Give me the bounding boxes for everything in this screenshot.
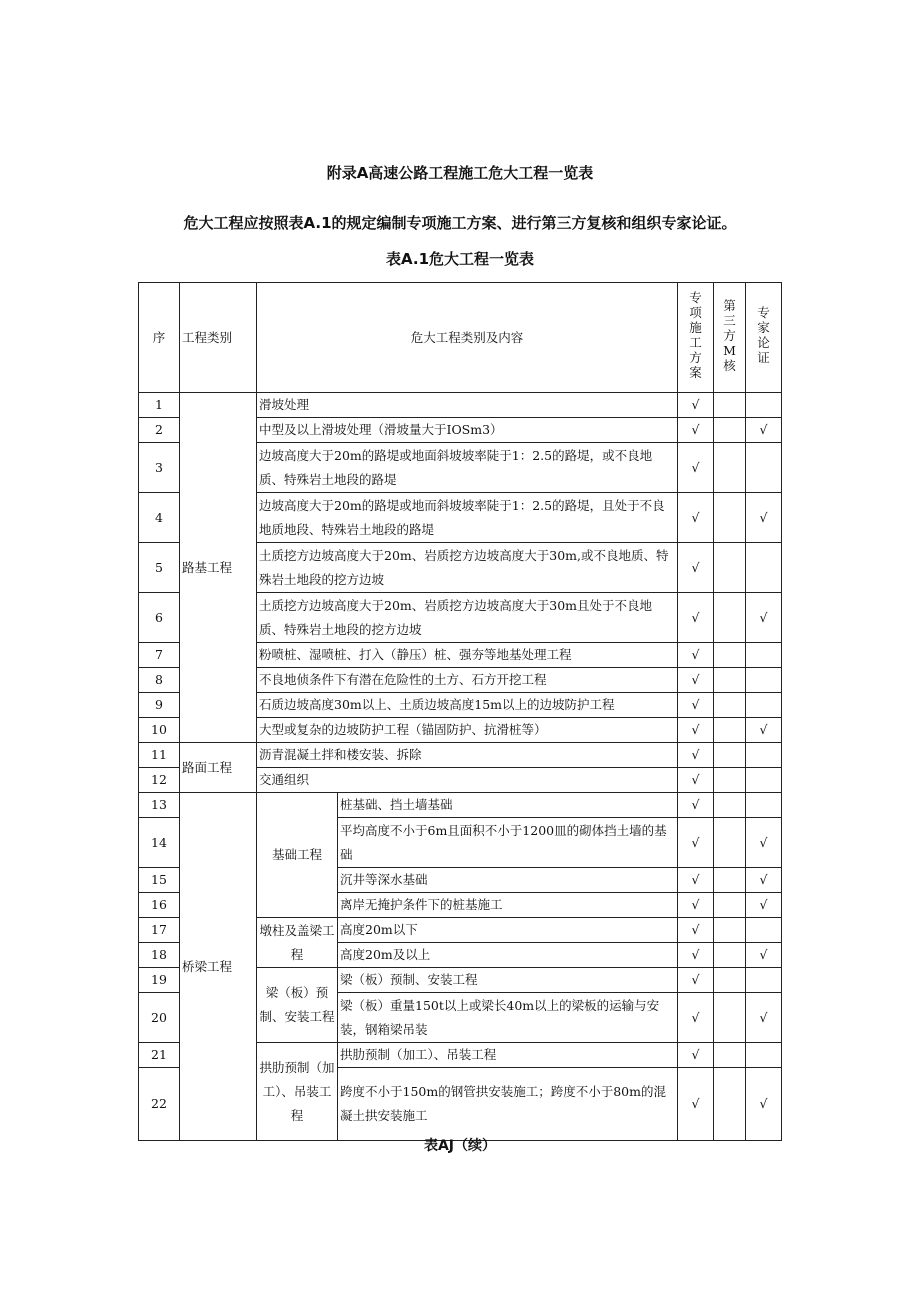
check-expert: √ bbox=[746, 943, 782, 968]
check-plan: √ bbox=[678, 1043, 714, 1068]
row-content: 边坡高度大于20m的路堤或地而斜坡坡率陡于1：2.5的路堤，且处于不良地质地段、特殊岩土地段的路堤 bbox=[257, 493, 678, 543]
row-number: 6 bbox=[139, 593, 180, 643]
check-expert: √ bbox=[746, 1068, 782, 1141]
check-plan: √ bbox=[678, 968, 714, 993]
check-expert bbox=[746, 918, 782, 943]
check-plan: √ bbox=[678, 668, 714, 693]
check-plan: √ bbox=[678, 993, 714, 1043]
check-plan: √ bbox=[678, 543, 714, 593]
check-review bbox=[714, 1043, 746, 1068]
check-expert: √ bbox=[746, 818, 782, 868]
check-expert: √ bbox=[746, 893, 782, 918]
header-expert: 专家论证 bbox=[746, 283, 782, 393]
check-plan: √ bbox=[678, 693, 714, 718]
check-review bbox=[714, 818, 746, 868]
row-number: 13 bbox=[139, 793, 180, 818]
check-review bbox=[714, 743, 746, 768]
row-number: 22 bbox=[139, 1068, 180, 1141]
row-content: 边坡高度大于20m的路堤或地面斜坡坡率陡于1：2.5的路堤，或不良地质、特殊岩土地段的路堤 bbox=[257, 443, 678, 493]
row-content: 高度20m及以上 bbox=[338, 943, 678, 968]
header-plan: 专项施工方案 bbox=[678, 283, 714, 393]
header-review: 第三方M核 bbox=[714, 283, 746, 393]
row-content: 高度20m以下 bbox=[338, 918, 678, 943]
check-expert bbox=[746, 768, 782, 793]
check-review bbox=[714, 543, 746, 593]
appendix-title: 附录A高速公路工程施工危大工程一览表 bbox=[326, 164, 594, 182]
row-number: 1 bbox=[139, 393, 180, 418]
check-expert bbox=[746, 543, 782, 593]
check-review bbox=[714, 643, 746, 668]
check-expert bbox=[746, 1043, 782, 1068]
check-expert bbox=[746, 693, 782, 718]
hazard-table bbox=[138, 282, 782, 1141]
check-review bbox=[714, 918, 746, 943]
check-plan: √ bbox=[678, 493, 714, 543]
row-content: 平均高度不小于6m且面积不小于1200皿的砌体挡土墙的基础 bbox=[338, 818, 678, 868]
check-review bbox=[714, 968, 746, 993]
table-row bbox=[139, 393, 782, 418]
category-roadbed: 路基工程 bbox=[180, 393, 257, 743]
subcategory-arch: 拱肋预制（加工）、吊装工程 bbox=[257, 1043, 338, 1141]
check-plan: √ bbox=[678, 893, 714, 918]
instruction-text: 危大工程应按照表A.1的规定编制专项施工方案、进行第三方复核和组织专家论证。 bbox=[183, 214, 737, 232]
check-review bbox=[714, 893, 746, 918]
row-content: 梁（板）预制、安装工程 bbox=[338, 968, 678, 993]
row-content: 梁（板）重量150t以上或梁长40m以上的梁板的运输与安装，钢箱梁吊装 bbox=[338, 993, 678, 1043]
check-expert bbox=[746, 793, 782, 818]
check-review bbox=[714, 668, 746, 693]
row-content: 跨度不小于150m的钢管拱安装施工；跨度不小于80m的混凝土拱安装施工 bbox=[338, 1068, 678, 1141]
row-number: 2 bbox=[139, 418, 180, 443]
check-plan: √ bbox=[678, 868, 714, 893]
check-review bbox=[714, 418, 746, 443]
row-number: 14 bbox=[139, 818, 180, 868]
check-review bbox=[714, 493, 746, 543]
check-expert bbox=[746, 643, 782, 668]
check-review bbox=[714, 693, 746, 718]
table-caption: 表A.1危大工程一览表 bbox=[385, 250, 535, 268]
row-number: 3 bbox=[139, 443, 180, 493]
row-number: 20 bbox=[139, 993, 180, 1043]
check-plan: √ bbox=[678, 643, 714, 668]
check-expert bbox=[746, 968, 782, 993]
check-plan: √ bbox=[678, 818, 714, 868]
check-review bbox=[714, 868, 746, 893]
row-number: 5 bbox=[139, 543, 180, 593]
header-row bbox=[139, 283, 782, 393]
row-content: 拱肋预制（加工）、吊装工程 bbox=[338, 1043, 678, 1068]
row-number: 21 bbox=[139, 1043, 180, 1068]
row-content: 粉喷桩、湿喷桩、打入（静压）桩、强夯等地基处理工程 bbox=[257, 643, 678, 668]
row-number: 12 bbox=[139, 768, 180, 793]
check-expert bbox=[746, 393, 782, 418]
row-content: 沉井等深水基础 bbox=[338, 868, 678, 893]
row-content: 交通组织 bbox=[257, 768, 678, 793]
check-plan: √ bbox=[678, 943, 714, 968]
check-expert bbox=[746, 443, 782, 493]
row-content: 土质挖方边坡高度大于20m、岩质挖方边坡高度大于30m且处于不良地质、特殊岩土地段的挖方边坡 bbox=[257, 593, 678, 643]
row-number: 11 bbox=[139, 743, 180, 768]
row-content: 离岸无掩护条件下的桩基施工 bbox=[338, 893, 678, 918]
header-content: 危大工程类别及内容 bbox=[257, 283, 678, 393]
row-number: 7 bbox=[139, 643, 180, 668]
row-content: 石质边坡高度30m以上、土质边坡高度15m以上的边坡防护工程 bbox=[257, 693, 678, 718]
check-review bbox=[714, 1068, 746, 1141]
category-bridge: 桥梁工程 bbox=[180, 793, 257, 1141]
check-expert: √ bbox=[746, 593, 782, 643]
check-review bbox=[714, 943, 746, 968]
subcategory-foundation: 基础工程 bbox=[257, 793, 338, 918]
check-expert bbox=[746, 668, 782, 693]
row-number: 19 bbox=[139, 968, 180, 993]
header-seq: 序 bbox=[139, 283, 180, 393]
row-number: 15 bbox=[139, 868, 180, 893]
subcategory-beam: 梁（板）预制、安装工程 bbox=[257, 968, 338, 1043]
check-review bbox=[714, 993, 746, 1043]
check-expert: √ bbox=[746, 418, 782, 443]
check-plan: √ bbox=[678, 718, 714, 743]
check-expert: √ bbox=[746, 493, 782, 543]
check-expert: √ bbox=[746, 718, 782, 743]
check-plan: √ bbox=[678, 1068, 714, 1141]
table-row bbox=[139, 743, 782, 768]
check-expert bbox=[746, 743, 782, 768]
row-number: 4 bbox=[139, 493, 180, 543]
check-expert: √ bbox=[746, 993, 782, 1043]
check-plan: √ bbox=[678, 793, 714, 818]
check-review bbox=[714, 593, 746, 643]
row-content: 不良地侦条件下有潜在危险性的土方、石方开挖工程 bbox=[257, 668, 678, 693]
header-category: 工程类别 bbox=[180, 283, 257, 393]
row-content: 中型及以上滑坡处理（滑坡量大于IOSm3） bbox=[257, 418, 678, 443]
check-review bbox=[714, 443, 746, 493]
check-plan: √ bbox=[678, 593, 714, 643]
check-review bbox=[714, 393, 746, 418]
row-content: 桩基础、挡土墙基础 bbox=[338, 793, 678, 818]
row-number: 18 bbox=[139, 943, 180, 968]
check-review bbox=[714, 793, 746, 818]
category-pavement: 路面工程 bbox=[180, 743, 257, 793]
row-number: 8 bbox=[139, 668, 180, 693]
check-plan: √ bbox=[678, 743, 714, 768]
check-plan: √ bbox=[678, 918, 714, 943]
check-review bbox=[714, 768, 746, 793]
row-number: 17 bbox=[139, 918, 180, 943]
row-number: 16 bbox=[139, 893, 180, 918]
check-plan: √ bbox=[678, 418, 714, 443]
row-number: 9 bbox=[139, 693, 180, 718]
check-expert: √ bbox=[746, 868, 782, 893]
row-content: 土质挖方边坡高度大于20m、岩质挖方边坡高度大于30m,或不良地质、特殊岩土地段的挖方边坡 bbox=[257, 543, 678, 593]
check-plan: √ bbox=[678, 443, 714, 493]
row-content: 滑坡处理 bbox=[257, 393, 678, 418]
table-row bbox=[139, 793, 782, 818]
row-content: 大型或复杂的边坡防护工程（锚固防护、抗滑桩等） bbox=[257, 718, 678, 743]
check-plan: √ bbox=[678, 393, 714, 418]
row-content: 沥青混凝土拌和楼安装、拆除 bbox=[257, 743, 678, 768]
check-plan: √ bbox=[678, 768, 714, 793]
continued-caption: 表AJ（续） bbox=[423, 1138, 497, 1154]
row-number: 10 bbox=[139, 718, 180, 743]
check-review bbox=[714, 718, 746, 743]
subcategory-pier: 墩柱及盖梁工程 bbox=[257, 918, 338, 968]
